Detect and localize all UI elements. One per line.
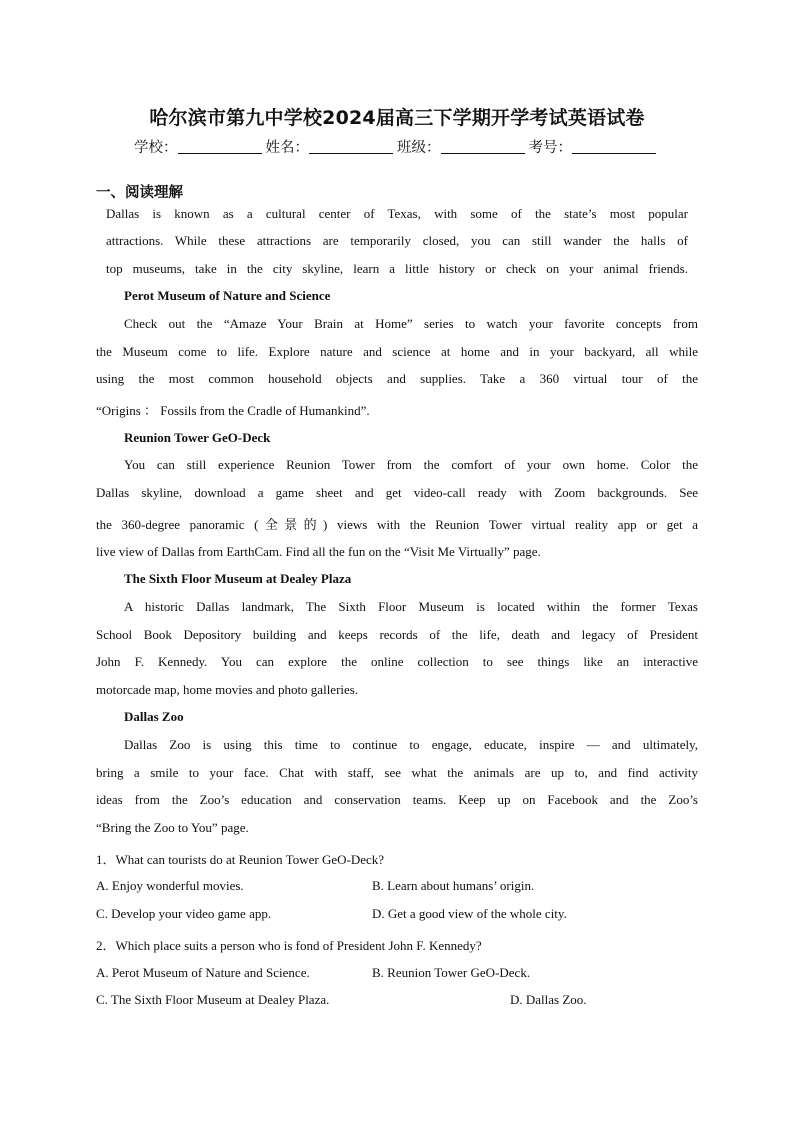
question-2-stem: 2．Which place suits a person who is fond of President John F. Kennedy? (96, 938, 482, 953)
school-label: 学校： (134, 140, 178, 156)
exam-title: 哈尔滨市第九中学校2024届高三下学期开学考试英语试卷 (149, 107, 645, 129)
perot-line-1: Check out the “Amaze Your Brain at Home” series to watch your favorite concepts from (124, 316, 698, 331)
reunion-heading: Reunion Tower GeO-Deck (124, 430, 271, 445)
reunion-line-3: the 360-degree panoramic (全景的) views with the Reunion Tower virtual reality app or get a (96, 517, 698, 532)
question-1-option-d[interactable]: D. Get a good view of the whole city. (372, 906, 567, 921)
question-1-option-a[interactable]: A. Enjoy wonderful movies. (96, 878, 244, 893)
question-2-option-a[interactable]: A. Perot Museum of Nature and Science. (96, 965, 310, 980)
question-1-stem: 1．What can tourists do at Reunion Tower GeO-Deck? (96, 852, 385, 867)
intro-line-1: Dallas is known as a cultural center of Texas, with some of the state’s most popular (106, 206, 688, 221)
perot-line-2: the Museum come to life. Explore nature and science at home and in your backyard, all while (96, 344, 698, 359)
student-info-line (0, 136, 794, 157)
perot-line-4: “Origins ： Fossils from the Cradle of Humankind”. (96, 403, 370, 418)
question-1-option-c[interactable]: C. Develop your video game app. (96, 906, 272, 921)
school-blank[interactable] (178, 139, 262, 154)
reunion-line-4: live view of Dallas from EarthCam. Find all the fun on the “Visit Me Virtually” page. (96, 544, 541, 559)
class-label: 班级： (397, 140, 441, 156)
intro-line-3: top museums, take in the city skyline, learn a little history or check on your animal friends. (106, 261, 688, 276)
zoo-line-4: “Bring the Zoo to You” page. (96, 820, 249, 835)
sixth-floor-heading: The Sixth Floor Museum at Dealey Plaza (124, 571, 352, 586)
question-2-option-d[interactable]: D. Dallas Zoo. (510, 992, 587, 1007)
section-title: 一、阅读理解 (96, 185, 183, 201)
question-1-option-b[interactable]: B. Learn about humans’ origin. (372, 878, 535, 893)
zoo-line-3: ideas from the Zoo’s education and conservation teams. Keep up on Facebook and the Zoo’s (96, 792, 698, 807)
number-label: 考号： (528, 140, 572, 156)
question-2-option-c[interactable]: C. The Sixth Floor Museum at Dealey Plaza. (96, 992, 330, 1007)
reunion-line-2: Dallas skyline, download a game sheet and get video-call ready with Zoom backgrounds. See (96, 485, 698, 500)
sixth-floor-line-4: motorcade map, home movies and photo galleries. (96, 682, 359, 697)
sixth-floor-line-1: A historic Dallas landmark, The Sixth Floor Museum is located within the former Texas (124, 599, 698, 614)
intro-line-2: attractions. While these attractions are temporarily closed, you can still wander the halls of (106, 233, 688, 248)
name-blank[interactable] (309, 139, 393, 154)
question-2-option-b[interactable]: B. Reunion Tower GeO-Deck. (372, 965, 531, 980)
sixth-floor-line-3: John F. Kennedy. You can explore the online collection to see things like an interactive (96, 654, 698, 669)
perot-line-3: using the most common household objects and supplies. Take a 360 virtual tour of the (96, 371, 698, 386)
number-blank[interactable] (572, 139, 656, 154)
reunion-line-1: You can still experience Reunion Tower from the comfort of your own home. Color the (124, 457, 698, 472)
name-label: 姓名： (265, 140, 309, 156)
zoo-line-2: bring a smile to your face. Chat with staff, see what the animals are up to, and find activity (96, 765, 698, 780)
perot-heading: Perot Museum of Nature and Science (124, 288, 331, 303)
sixth-floor-line-2: School Book Depository building and keeps records of the life, death and legacy of President (96, 627, 698, 642)
zoo-line-1: Dallas Zoo is using this time to continue to engage, educate, inspire — and ultimately, (124, 737, 698, 752)
zoo-heading: Dallas Zoo (124, 709, 184, 724)
class-blank[interactable] (441, 139, 525, 154)
